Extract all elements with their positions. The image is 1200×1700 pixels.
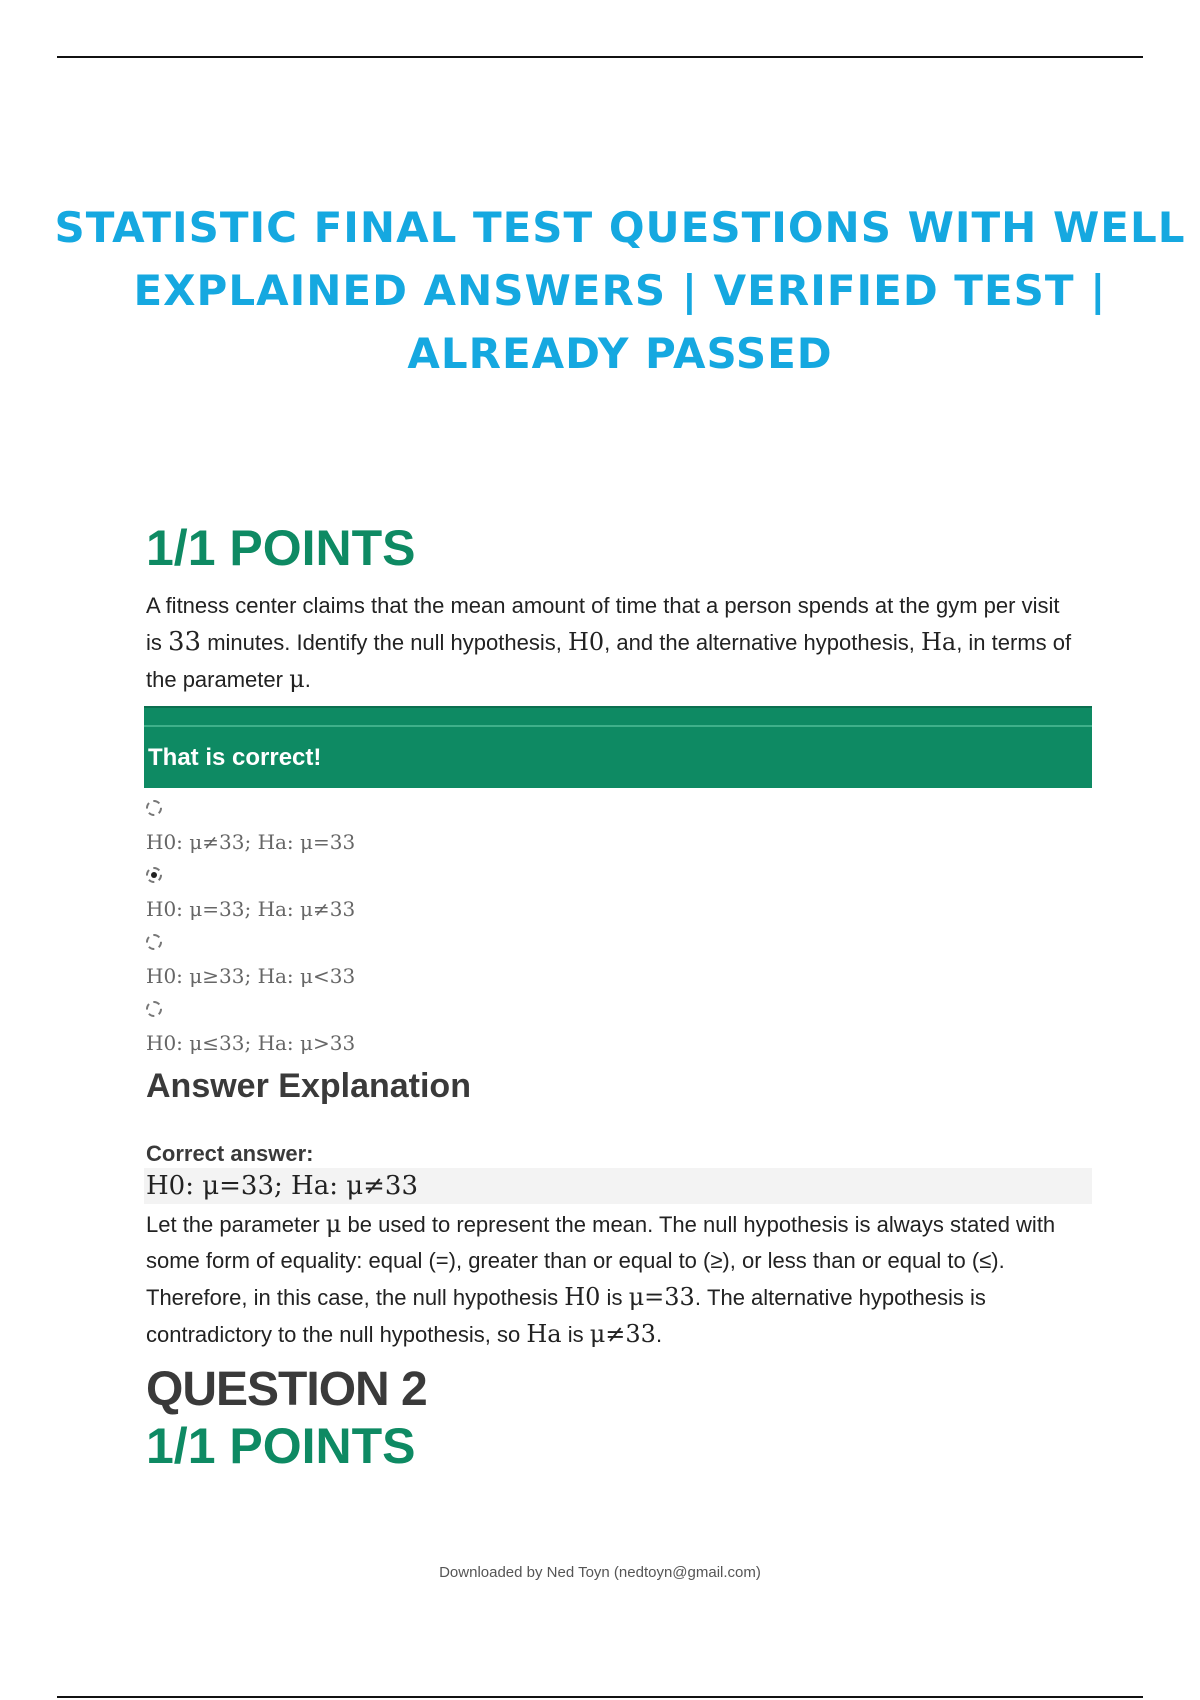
- question-2-points: 1/1 POINTS: [146, 1418, 416, 1474]
- correct-answer-label: Correct answer:: [146, 1141, 314, 1166]
- correct-answer-value: H0: μ=33; Ha: μ≠33: [144, 1168, 1092, 1204]
- title-line-3: ALREADY PASSED: [407, 329, 833, 378]
- radio-button[interactable]: [146, 1001, 162, 1017]
- question-text-part: .: [304, 667, 311, 692]
- math-symbol-mu: μ: [325, 1210, 342, 1238]
- title-line-1: STATISTIC FINAL TEST QUESTIONS WITH WELL: [54, 203, 1186, 252]
- math-expression: μ≠33: [589, 1320, 656, 1348]
- option-label: H0: μ≠33; Ha: μ=33: [146, 830, 356, 854]
- bottom-rule: [57, 1696, 1143, 1698]
- question-text-part: , in terms of the parameter: [146, 630, 1072, 692]
- question-text-part: A fitness center claims that the mean amount of time that a person spends at the gym per visit is: [146, 593, 1060, 655]
- title-line-2: EXPLAINED ANSWERS | VERIFIED TEST |: [133, 266, 1107, 315]
- option-label: H0: μ=33; Ha: μ≠33: [146, 897, 356, 921]
- answer-explanation-heading: Answer Explanation: [146, 1067, 471, 1105]
- radio-button[interactable]: [146, 800, 162, 816]
- download-footer: Downloaded by Ned Toyn (nedtoyn@gmail.com): [439, 1564, 761, 1581]
- question-text-part: , and the alternative hypothesis,: [604, 630, 921, 655]
- radio-button-selected[interactable]: [146, 867, 162, 883]
- math-symbol-ha: Ha: [920, 628, 957, 656]
- explanation-part: . The alternative hypothesis is contradictory to the null hypothesis, so: [146, 1285, 986, 1347]
- math-symbol-ha: Ha: [526, 1320, 562, 1348]
- question-1-points: 1/1 POINTS: [146, 520, 416, 576]
- math-expression: μ=33: [628, 1283, 695, 1311]
- explanation-part: is: [600, 1285, 629, 1310]
- math-symbol-h0: H0: [564, 1283, 601, 1311]
- question-2-heading: QUESTION 2: [146, 1363, 427, 1416]
- explanation-part: .: [655, 1322, 663, 1347]
- question-1-text: [146, 588, 1076, 698]
- explanation-part: be used to represent the mean. The null hypothesis is always stated with some form of equality: equal (=), greater than or equal to (≥), or less than or equal to (≤). Therefore, in this case, the null hypothesis: [146, 1212, 1056, 1310]
- answer-explanation-text: [146, 1206, 1092, 1353]
- option-label: H0: μ≤33; Ha: μ>33: [146, 1031, 356, 1055]
- feedback-banner: [144, 706, 1092, 788]
- top-rule: [57, 56, 1143, 58]
- explanation-part: is: [561, 1322, 590, 1347]
- question-text-part: minutes. Identify the null hypothesis,: [201, 630, 568, 655]
- math-symbol-mu: μ: [289, 665, 305, 693]
- radio-button[interactable]: [146, 934, 162, 950]
- math-value: 33: [168, 627, 202, 657]
- explanation-part: Let the parameter: [146, 1212, 326, 1237]
- math-symbol-h0: H0: [567, 628, 605, 656]
- option-label: H0: μ≥33; Ha: μ<33: [146, 964, 356, 988]
- document-title: [20, 196, 1200, 385]
- feedback-message: That is correct!: [148, 744, 322, 771]
- banner-stripe: [144, 725, 1092, 727]
